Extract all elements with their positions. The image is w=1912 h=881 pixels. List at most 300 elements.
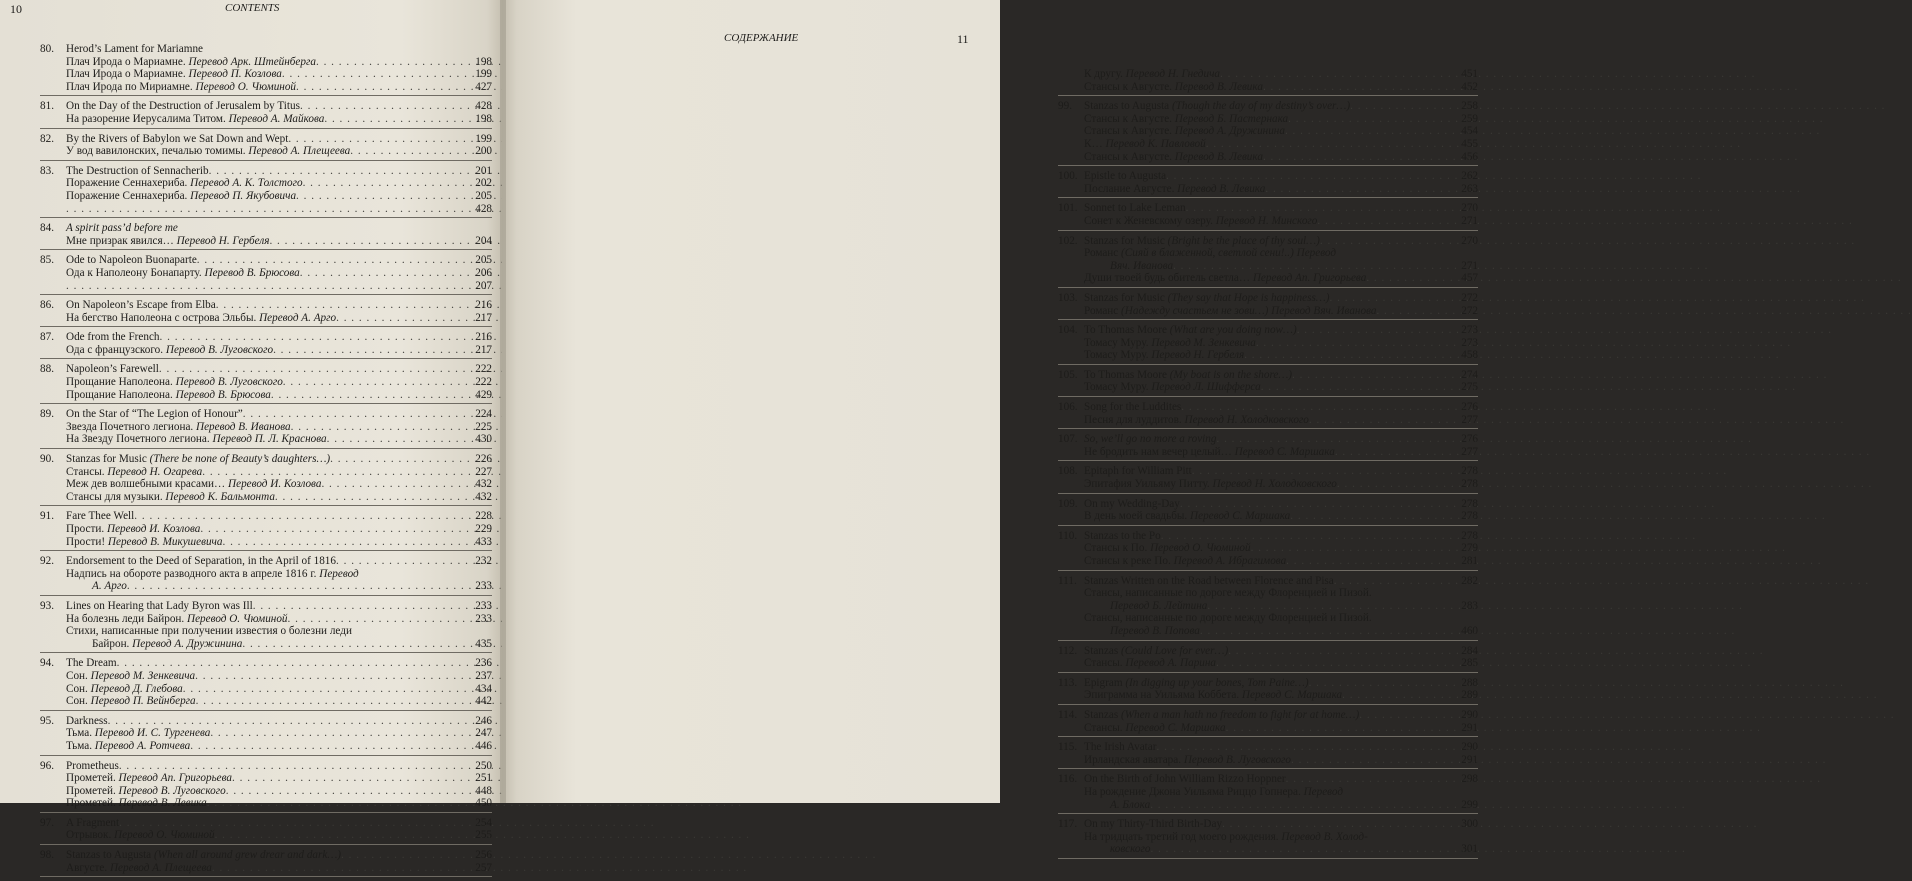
title-roman: To Thomas Moore: [1084, 324, 1170, 337]
page-ref: 254: [475, 816, 492, 829]
entry-number: 96.: [40, 759, 54, 772]
page-ref: 204: [475, 234, 492, 247]
leader-dots: [330, 453, 464, 466]
entry-title-line: [40, 299, 492, 312]
translation-title: Сон.: [66, 669, 91, 682]
toc-entry: [1058, 741, 1478, 769]
toc-entry: [40, 408, 492, 449]
page-ref: 206: [475, 266, 492, 279]
translation-line: [1058, 542, 1478, 555]
translation-line: [40, 376, 492, 389]
leader-dots: [336, 312, 464, 325]
page-ref: 200: [475, 145, 492, 158]
translation-text: [66, 466, 202, 479]
title-roman: Stanzas: [1084, 644, 1121, 657]
leader-dots: [1192, 465, 1450, 478]
title-italic: (They say that Hope is happiness…): [1167, 291, 1330, 304]
translation-text: [92, 638, 242, 651]
page-ref: 273: [1461, 336, 1478, 349]
translation-text: [66, 344, 273, 357]
translator: Перевод К. Павловой: [1105, 137, 1206, 150]
entry-title: [66, 254, 197, 267]
leader-dots: [66, 203, 464, 216]
leader-dots: [183, 683, 464, 696]
leader-dots: [1173, 260, 1450, 273]
translation-text: [1084, 542, 1251, 555]
page-ref: 291: [1461, 753, 1478, 766]
translator: Перевод Б. Лейтина: [1110, 599, 1208, 612]
translation-text: [66, 785, 226, 798]
translator: Перевод В. Луговского: [118, 784, 226, 797]
translation-line: [40, 523, 492, 536]
leader-dots: [195, 670, 464, 683]
translation-line: [1058, 260, 1478, 273]
translator: Перевод А. Майкова: [228, 112, 325, 125]
toc-entry: [40, 43, 492, 96]
title-roman: Epitaph for William Pitt: [1084, 465, 1192, 478]
translation-text: [66, 683, 183, 696]
title-roman: Stanzas to the Po: [1084, 529, 1161, 542]
translation-line: [1058, 510, 1478, 523]
entry-title-line: [40, 222, 492, 235]
page-ref: 271: [1461, 259, 1478, 272]
translation-title: Души твоей будь обитель светла…: [1084, 272, 1253, 285]
page-ref: 271: [1461, 214, 1478, 227]
translation-line: [1058, 68, 1478, 81]
translation-line: [1058, 689, 1478, 702]
translation-title: Мне призрак явился…: [66, 234, 177, 247]
entry-title-line: [1058, 369, 1478, 382]
translator: Перевод Н. Минского: [1215, 214, 1318, 227]
translator: Перевод Л. Шифферса: [1151, 381, 1261, 394]
translation-text: [66, 235, 269, 248]
entry-title-line: [1058, 575, 1478, 588]
page-ref: 289: [1461, 689, 1478, 702]
entry-title-line: [1058, 324, 1478, 337]
page-ref: 207: [475, 279, 492, 292]
page-ref: 451: [1461, 68, 1478, 80]
page-ref: 256: [475, 849, 492, 862]
title-italic: (When a man hath no freedom to fight for at home…): [1120, 708, 1360, 721]
translation-text: [66, 829, 215, 842]
translator: Перевод Н. Гербеля: [176, 234, 270, 247]
toc-entry: [40, 453, 492, 506]
leader-dots: [341, 849, 464, 862]
page-ref: 276: [1461, 401, 1478, 414]
translation-line: [1058, 349, 1478, 362]
title-roman: Fare Thee Well: [66, 510, 135, 523]
entry-title-line: [1058, 202, 1478, 215]
entry-number: 91.: [40, 510, 54, 523]
translation-line: [1058, 587, 1478, 600]
entry-title: [1084, 202, 1186, 215]
translation-line: [1058, 831, 1478, 844]
translation-text: [66, 267, 300, 280]
entry-title: [66, 331, 160, 344]
translation-text: [1084, 689, 1342, 702]
entry-title-line: [40, 363, 492, 376]
page-ref: 198: [475, 55, 492, 68]
leader-dots: [269, 235, 464, 248]
translation-line: [1058, 612, 1478, 625]
page-ref: 199: [475, 132, 492, 145]
entry-title: [1084, 235, 1320, 248]
entry-title: [66, 715, 108, 728]
translation-text: [1084, 831, 1368, 844]
title-roman: Stanzas for Music: [1084, 234, 1168, 247]
translation-title: Романс: [1084, 304, 1122, 317]
page-ref: 278: [1461, 465, 1478, 478]
leader-dots: [160, 331, 464, 344]
toc-entry: [1058, 465, 1478, 493]
translation-line: [1058, 125, 1478, 138]
title-roman: Endorsement to the Deed of Separation, in the April of 1816: [66, 555, 336, 568]
entry-title-line: [1058, 235, 1478, 248]
page-ref: 225: [475, 420, 492, 433]
leader-dots: [288, 613, 464, 626]
toc-entry: [1058, 401, 1478, 429]
leader-dots: [200, 523, 464, 536]
translation-line: [40, 638, 492, 651]
translator: Перевод А. Дружинина: [1174, 125, 1285, 138]
translation-line: [40, 613, 492, 626]
translation-text: [1084, 183, 1265, 196]
leader-dots: [1200, 625, 1450, 638]
translation-text: [1110, 600, 1207, 613]
translator: Перевод А. К. Толстого: [190, 177, 303, 190]
translator: Перевод В. Иванова: [196, 420, 291, 433]
page-ref: 236: [475, 657, 492, 670]
translation-title: Песня для луддитов.: [1084, 413, 1185, 426]
entry-title-line: [1058, 709, 1478, 722]
page-ref: 448: [475, 784, 492, 797]
leader-dots: [1285, 125, 1450, 138]
entry-title: [1084, 170, 1166, 183]
leader-dots: [1228, 645, 1450, 658]
title-roman: On the Birth of John William Rizzo Hoppner: [1084, 773, 1286, 786]
leader-dots: [1297, 324, 1450, 337]
leader-dots: [202, 466, 464, 479]
translator: Перевод Арк. Штейнберга: [188, 55, 316, 68]
page-ref: 229: [475, 523, 492, 535]
page-ref: 428: [475, 202, 492, 215]
entry-title-line: [40, 408, 492, 421]
translator: Перевод В. Левика: [118, 797, 207, 810]
leader-dots: [222, 536, 464, 549]
translation-title: Прости!: [66, 535, 108, 548]
toc-entry: [40, 849, 492, 877]
title-italic: (Though the day of my destiny’s over…): [1171, 100, 1351, 113]
leader-dots: [1359, 709, 1450, 722]
translator: Перевод П. Вейнберга: [90, 695, 196, 708]
entry-title: [66, 510, 134, 523]
leader-dots: [190, 740, 464, 753]
translator: Перевод А. Плещеева: [109, 861, 212, 874]
translator: Перевод А. Арго: [259, 311, 337, 324]
entry-title: [1084, 530, 1161, 543]
translation-title: К другу.: [1084, 68, 1126, 80]
translation-title: Стансы, написанные по дороге между Флоренцией и Пизой.: [1084, 612, 1372, 625]
toc-entry: [1058, 709, 1478, 737]
translation-title: Сон.: [66, 695, 91, 708]
translation-title: Поражение Сеннахериба.: [66, 177, 191, 190]
entry-number: 92.: [40, 555, 54, 568]
translation-text: [66, 190, 296, 203]
leader-dots: [336, 555, 464, 568]
page-ref: 247: [475, 727, 492, 740]
translation-title: На разорение Иерусалима Титом.: [66, 112, 229, 125]
translator: Перевод: [319, 567, 359, 580]
page-ref: 237: [475, 669, 492, 682]
leader-dots: [242, 638, 464, 651]
translator: Перевод Н. Холодковского: [1212, 478, 1337, 491]
leader-dots: [1263, 81, 1450, 94]
translator: Перевод Б. Пастернака: [1174, 112, 1289, 125]
leader-dots: [1286, 773, 1450, 786]
title-italic: So, we’ll go no more a roving: [1084, 433, 1217, 446]
entry-title: [1084, 773, 1286, 786]
toc-entry: [1058, 530, 1478, 571]
leader-dots: [283, 376, 464, 389]
page-ref: 458: [1461, 349, 1478, 362]
translation-title: Тьма.: [66, 727, 95, 740]
translation-text: [66, 613, 288, 626]
translator: Перевод П. Козлова: [188, 68, 282, 81]
page-ref: 282: [1461, 574, 1478, 587]
page-ref: 222: [475, 376, 492, 389]
leader-dots: [291, 421, 464, 434]
page-ref: 199: [475, 68, 492, 81]
leader-dots: [1317, 215, 1450, 228]
page-ref: 433: [475, 535, 492, 548]
translator: Перевод О. Чюминой: [1150, 542, 1251, 555]
entry-title-line: [40, 331, 492, 344]
translation-text: [66, 536, 222, 549]
translation-text: [1084, 151, 1263, 164]
title-roman: On Napoleon’s Escape from Elba: [66, 299, 216, 312]
translator: Перевод Ап. Григорьева: [1252, 272, 1367, 285]
entry-title-line: [1058, 401, 1478, 414]
translation-title: Сонет к Женевскому озеру.: [1084, 214, 1216, 227]
title-italic: (When all around grew drear and dark…): [153, 849, 341, 862]
entry-number: 99.: [1058, 100, 1072, 113]
translation-line: [40, 625, 492, 638]
entry-number: 114.: [1058, 708, 1078, 721]
translator: Перевод Н. Огарева: [107, 465, 203, 478]
toc-entry: [1058, 324, 1478, 365]
page-ref: 217: [475, 311, 492, 324]
page-ref: 290: [1461, 741, 1478, 754]
translator: (Надежду счастьем не зови…) Перевод Вяч. Иванова: [1121, 304, 1377, 317]
title-roman: Epigram: [1084, 676, 1126, 689]
leader-dots: [1226, 722, 1450, 735]
page-ref: 275: [1461, 381, 1478, 394]
title-roman: Herod’s Lament for Mariamne: [66, 43, 203, 55]
translation-text: [66, 523, 200, 536]
translation-line: [1058, 81, 1478, 94]
translation-title: Прометей.: [66, 797, 119, 810]
translation-line: [40, 421, 492, 434]
translation-text: [1084, 754, 1291, 767]
page-ref: 228: [475, 510, 492, 523]
translation-text: [1084, 414, 1309, 427]
entry-number: 101.: [1058, 202, 1078, 215]
leader-dots: [1186, 202, 1450, 215]
entry-number: 98.: [40, 849, 54, 862]
translator: Перевод М. Зенкевича: [90, 669, 196, 682]
title-roman: A Fragment: [66, 816, 120, 829]
page-ref: 284: [1461, 644, 1478, 657]
translation-line: [40, 862, 492, 875]
toc-entry-continued: [1058, 68, 1478, 96]
translation-line: [40, 203, 492, 216]
translation-title: Эпитафия Уильяму Питту.: [1084, 478, 1213, 491]
toc-entry: [40, 657, 492, 710]
entry-title-line: [1058, 741, 1478, 754]
translation-title: Стансы к Августе.: [1084, 112, 1175, 125]
translation-line: [1058, 799, 1478, 812]
translation-line: [40, 829, 492, 842]
entry-title-line: [40, 715, 492, 728]
leader-dots: [350, 145, 464, 158]
translation-text: [66, 695, 196, 708]
translation-text: [66, 491, 275, 504]
page-ref: 262: [1461, 170, 1478, 183]
translation-line: [1058, 113, 1478, 126]
title-italic: (My boat is on the shore…): [1169, 368, 1293, 381]
translation-title: Эпиграмма на Уильяма Коббета.: [1084, 689, 1242, 702]
toc-entry: [1058, 170, 1478, 198]
toc-entry: [1058, 292, 1478, 320]
translation-line: [1058, 247, 1478, 260]
translation-line: [40, 190, 492, 203]
right-page: [502, 0, 1478, 856]
translator: Перевод И. С. Тургенева: [94, 727, 211, 740]
title-roman: Lines on Hearing that Lady Byron was Ill: [66, 599, 253, 612]
toc-entry: [1058, 773, 1478, 814]
page-ref: 278: [1461, 529, 1478, 542]
page-ref: 300: [1461, 818, 1478, 831]
title-roman: On the Star of “The Legion of Honour”: [66, 408, 243, 421]
leader-dots: [271, 389, 464, 402]
entry-number: 100.: [1058, 170, 1078, 183]
entry-title-line: [1058, 170, 1478, 183]
translator: Перевод Н. Гербеля: [1151, 349, 1245, 362]
entry-title-line: [1058, 465, 1478, 478]
translation-line: [1058, 381, 1478, 394]
page-ref: 427: [475, 80, 492, 93]
leader-dots: [288, 133, 464, 146]
translation-text: [66, 177, 303, 190]
translation-title: Стансы.: [1084, 657, 1126, 670]
page-ref: 278: [1461, 478, 1478, 491]
translation-line: [1058, 657, 1478, 670]
translation-title: Прометей.: [66, 784, 119, 797]
entry-title-line: [40, 254, 492, 267]
toc-entry: [40, 363, 492, 404]
leader-dots: [300, 100, 464, 113]
leader-dots: [1150, 799, 1450, 812]
translation-title: Послание Августе.: [1084, 182, 1178, 195]
entry-number: 105.: [1058, 368, 1078, 381]
entry-title-line: [40, 100, 492, 113]
translator: Перевод В. Луговского: [165, 343, 274, 356]
entry-title-line: [40, 165, 492, 178]
leader-dots: [197, 254, 464, 267]
entry-title-line: [1058, 100, 1478, 113]
entry-number: 85.: [40, 254, 54, 267]
translator: Перевод С. Маршака: [1241, 689, 1343, 702]
page-ref: 232: [475, 555, 492, 568]
page-ref: 434: [475, 682, 492, 695]
page-ref: 429: [475, 388, 492, 401]
entry-title: [1084, 292, 1330, 305]
page-ref: 299: [1461, 798, 1478, 811]
translator: Перевод А. Плещеева: [248, 145, 351, 158]
translation-text: [1084, 113, 1288, 126]
page-ref: 233: [475, 599, 492, 612]
translation-line: [40, 267, 492, 280]
leader-dots: [1335, 446, 1450, 459]
title-roman: Stanzas Written on the Road between Florence and Pisa: [1084, 574, 1334, 587]
toc-entry: [1058, 575, 1478, 641]
translation-text: [1084, 349, 1244, 362]
translation-title: Стансы для музыки.: [66, 490, 166, 503]
translation-title: У вод вавилонских, печалью томимы.: [66, 145, 249, 158]
toc-left: [40, 43, 492, 881]
translation-title: Томасу Муру.: [1084, 381, 1152, 394]
leader-dots: [1256, 337, 1450, 350]
translation-title: Августе.: [66, 861, 110, 874]
translation-text: [1110, 625, 1200, 638]
entry-title: [66, 133, 288, 146]
leader-dots: [1309, 677, 1450, 690]
translation-line: [40, 670, 492, 683]
toc-entry: [1058, 433, 1478, 461]
translation-line: [40, 113, 492, 126]
leader-dots: [1288, 113, 1450, 126]
toc-entry: [1058, 100, 1478, 166]
translation-line: [1058, 305, 1478, 318]
running-head-right: СОДЕРЖАНИЕ: [724, 32, 799, 44]
page-ref: 290: [1461, 708, 1478, 721]
toc-entry: [40, 331, 492, 359]
title-roman: Song for the Luddites: [1084, 401, 1182, 414]
translator: Перевод Н. Гнедича: [1125, 68, 1220, 80]
entry-number: 82.: [40, 132, 54, 145]
translation-title: Стансы к реке По.: [1084, 555, 1174, 567]
leader-dots: [127, 580, 464, 593]
leader-dots: [1220, 68, 1450, 81]
toc-entry: [40, 100, 492, 128]
entry-number: 109.: [1058, 497, 1078, 510]
leader-dots: [1376, 305, 1450, 318]
translation-line: [1058, 722, 1478, 735]
entry-title-line: [40, 600, 492, 613]
translation-title: Сон.: [66, 682, 91, 695]
leader-dots: [1216, 433, 1450, 446]
entry-title-line: [1058, 645, 1478, 658]
leader-dots: [1309, 414, 1450, 427]
leader-dots: [282, 68, 464, 81]
leader-dots: [321, 478, 464, 491]
translation-line: [1058, 337, 1478, 350]
translation-text: [1084, 337, 1256, 350]
page-ref: 452: [1461, 80, 1478, 93]
translation-text: [1084, 446, 1335, 459]
leader-dots: [1206, 138, 1450, 151]
translation-text: [1084, 272, 1366, 285]
